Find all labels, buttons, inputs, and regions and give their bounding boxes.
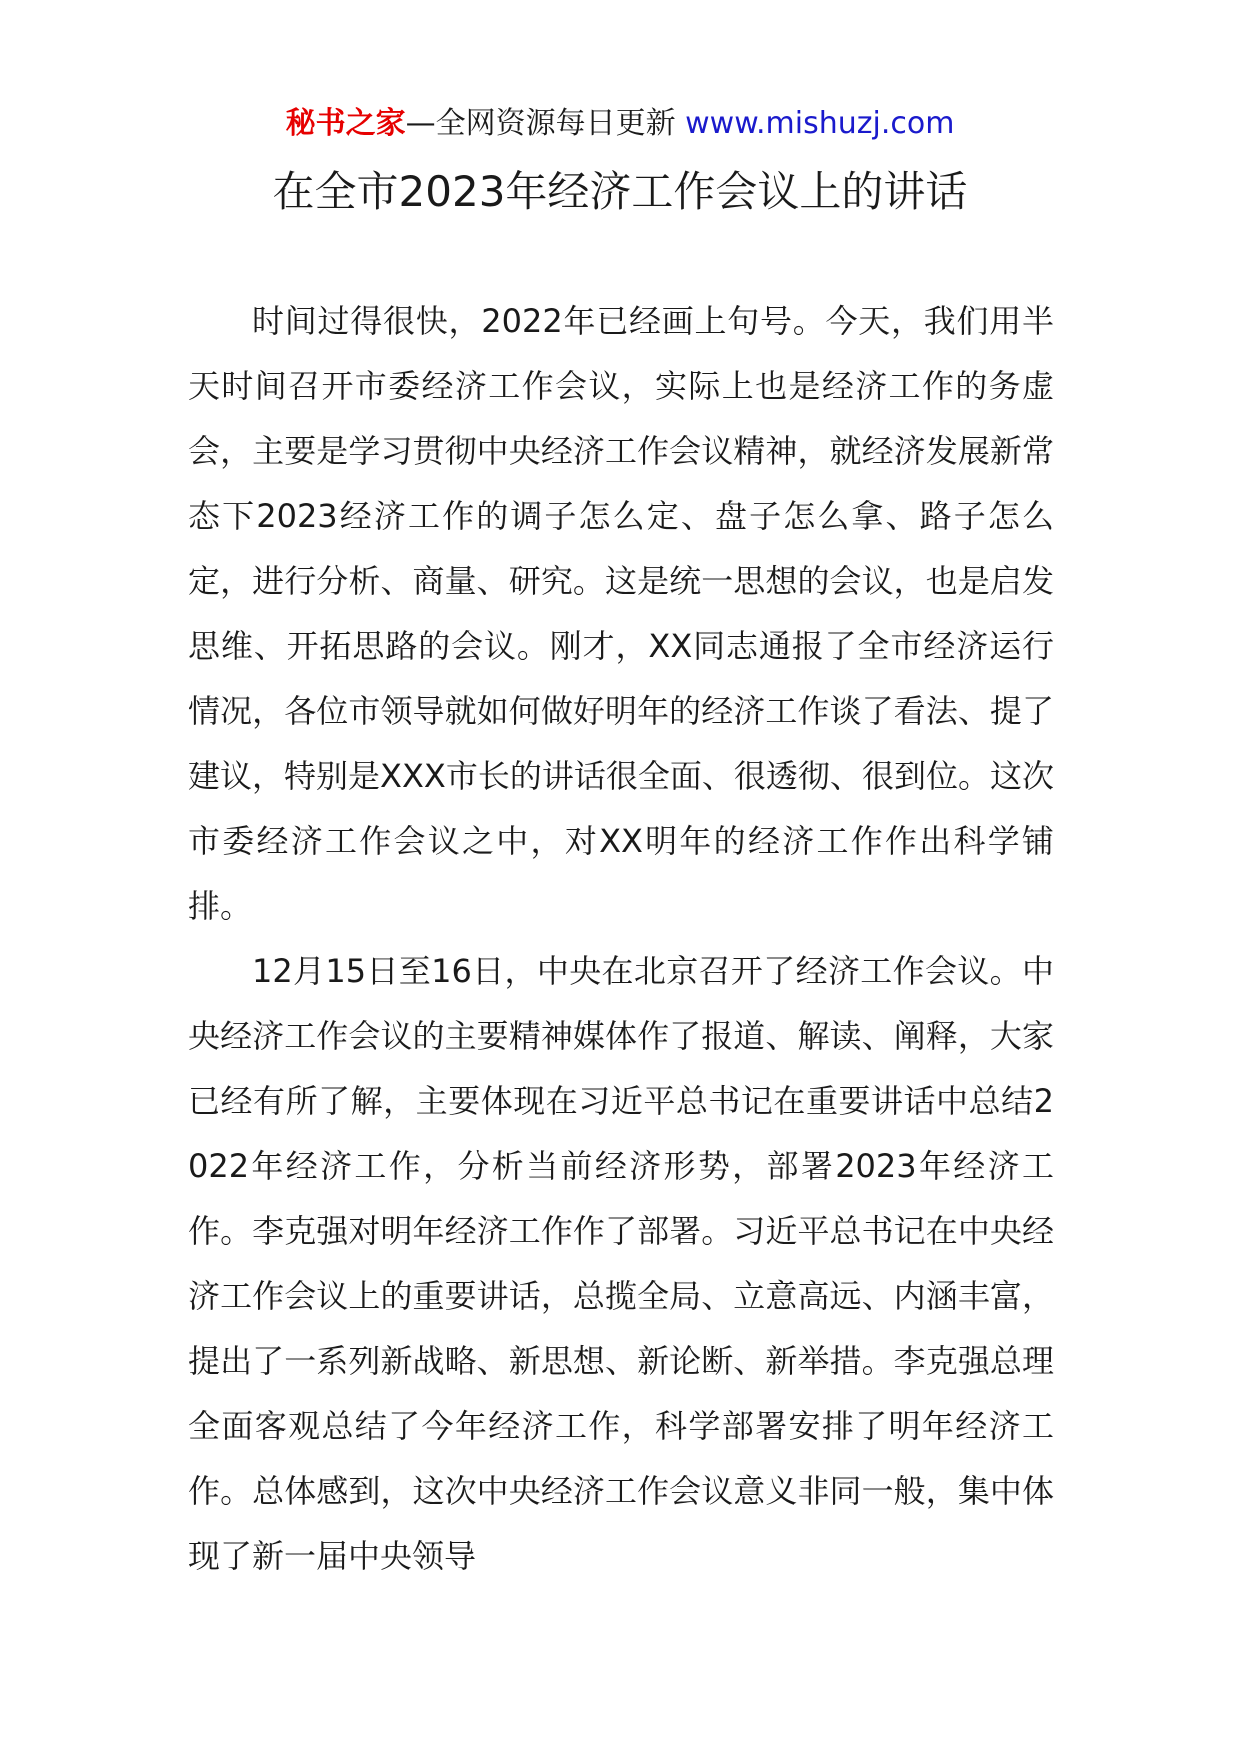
site-header xyxy=(0,104,1240,144)
document-title: 在全市2023年经济工作会议上的讲话 xyxy=(272,167,968,216)
document-body xyxy=(188,289,1054,1589)
site-link[interactable]: www.mishuzj.com xyxy=(685,106,955,141)
paragraph-1: 时间过得很快，2022年已经画上句号。今天，我们用半天时间召开市委经济工作会议，实际上也是经济工作的务虚会，主要是学习贯彻中央经济工作会议精神，就经济发展新常态下2023经济工作的调子怎么定、盘子怎么拿、路子怎么定，进行分析、商量、研究。这是统一思想的会议，也是启发思维、开拓思路的会议。刚才，XX同志通报了全市经济运行情况，各位市领导就如何做好明年的经济工作谈了看法、提了建议，特别是XXX市长的讲话很全面、很透彻、很到位。这次市委经济工作会议之中，对XX明年的经济工作作出科学铺排。 xyxy=(188,302,1054,925)
header-tagline: —全网资源每日更新 xyxy=(405,106,686,141)
paragraph-2: 12月15日至16日，中央在北京召开了经济工作会议。中央经济工作会议的主要精神媒体作了报道、解读、阐释，大家已经有所了解，主要体现在习近平总书记在重要讲话中总结2022年经济工作，分析当前经济形势，部署2023年经济工作。李克强对明年经济工作作了部署。习近平总书记在中央经济工作会议上的重要讲话，总揽全局、立意高远、内涵丰富，提出了一系列新战略、新思想、新论断、新举措。李克强总理全面客观总结了今年经济工作，科学部署安排了明年经济工作。总体感到，这次中央经济工作会议意义非同一般，集中体现了新一届中央领导 xyxy=(188,952,1054,1575)
brand-name: 秘书之家 xyxy=(285,106,406,141)
